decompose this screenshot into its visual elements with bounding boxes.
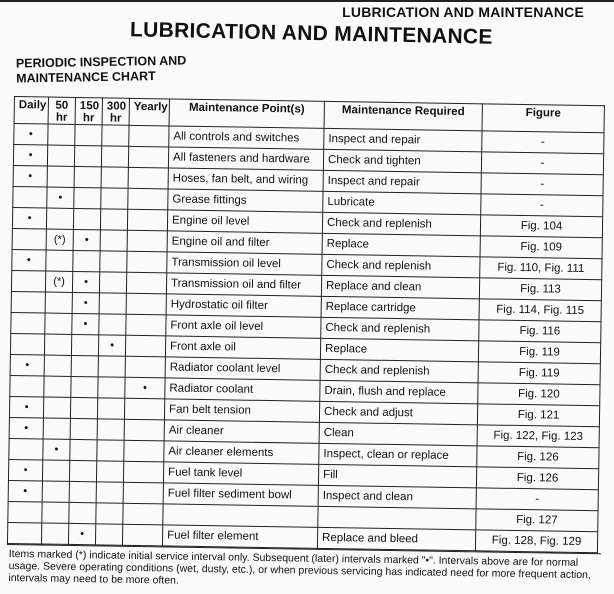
col-maintenance-required: Maintenance Required <box>324 101 482 130</box>
maintenance-point-cell: Fuel filter sediment bowl <box>163 483 318 506</box>
maintenance-point-cell: All fasteners and hardware <box>168 147 323 170</box>
page-title: LUBRICATION AND MAINTENANCE <box>129 18 493 49</box>
300hr-cell <box>95 524 122 545</box>
yearly-cell <box>127 251 167 273</box>
footnote: Items marked (*) indicate initial service interval only. Subsequent (later) intervals marked "•". Intervals above are for normal usage. Severe operating conditions (wet, dusty, etc.), or when previous servicing has indicated need for more frequent action, intervals may need to be more often. <box>6 544 601 593</box>
maintenance-point-cell: Air cleaner elements <box>164 441 319 464</box>
150hr-cell <box>75 124 102 145</box>
yearly-cell <box>126 272 166 294</box>
50hr-cell: • <box>47 187 74 208</box>
300hr-cell <box>100 209 127 230</box>
daily-cell <box>11 270 45 292</box>
150hr-cell: • <box>72 292 99 313</box>
150hr-cell <box>70 418 97 439</box>
figure-cell: Fig. 126 <box>476 467 598 490</box>
figure-cell: - <box>481 152 603 175</box>
maintenance-required-cell: Replace <box>320 338 478 361</box>
300hr-cell <box>101 146 128 167</box>
figure-cell: Fig. 121 <box>477 404 599 427</box>
daily-cell: • <box>9 417 43 439</box>
maintenance-required-cell: Inspect and repair <box>324 128 482 151</box>
300hr-cell <box>99 272 126 293</box>
300hr-cell <box>101 167 128 188</box>
yearly-cell <box>122 524 162 546</box>
yearly-cell <box>127 230 167 252</box>
maintenance-required-cell: Replace cartridge <box>321 296 479 319</box>
maintenance-required-cell: Check and adjust <box>319 401 477 424</box>
150hr-cell <box>71 376 98 397</box>
maintenance-required-cell <box>318 506 476 529</box>
50hr-cell <box>43 397 70 418</box>
figure-cell: Fig. 120 <box>478 383 600 406</box>
300hr-cell <box>99 293 126 314</box>
150hr-cell <box>73 250 100 271</box>
300hr-cell: • <box>98 335 125 356</box>
daily-cell: • <box>9 396 43 418</box>
maintenance-chart <box>6 96 604 593</box>
yearly-cell <box>124 419 164 441</box>
figure-cell: Fig. 128, Fig. 129 <box>475 530 597 553</box>
maintenance-table <box>7 96 605 553</box>
maintenance-point-cell: Front axle oil level <box>166 315 321 338</box>
150hr-cell: • <box>73 229 100 250</box>
daily-cell <box>8 501 42 523</box>
daily-cell <box>10 333 44 355</box>
150hr-cell: • <box>68 523 95 544</box>
maintenance-required-cell: Check and replenish <box>322 212 480 235</box>
300hr-cell <box>98 377 125 398</box>
table-body <box>7 124 604 553</box>
daily-cell <box>11 312 45 334</box>
150hr-cell <box>70 397 97 418</box>
maintenance-required-cell: Inspect and repair <box>323 170 481 193</box>
maintenance-point-cell: Transmission oil level <box>167 252 322 275</box>
running-head: LUBRICATION AND MAINTENANCE <box>342 4 584 20</box>
maintenance-point-cell <box>163 504 318 527</box>
maintenance-required-cell: Drain, flush and replace <box>320 380 478 403</box>
maintenance-required-cell: Check and replenish <box>321 317 479 340</box>
yearly-cell <box>129 125 169 147</box>
maintenance-point-cell: Radiator coolant level <box>165 357 320 380</box>
daily-cell: • <box>10 354 44 376</box>
yearly-cell <box>126 314 166 336</box>
maintenance-required-cell: Check and replenish <box>320 359 478 382</box>
maintenance-point-cell: Engine oil level <box>167 210 322 233</box>
50hr-cell <box>47 145 74 166</box>
figure-cell: Fig. 127 <box>476 509 598 532</box>
50hr-cell <box>44 355 71 376</box>
150hr-cell <box>71 355 98 376</box>
50hr-cell <box>44 334 71 355</box>
col-50hr: 50 hr <box>48 97 75 124</box>
header-rule <box>0 0 614 2</box>
daily-cell: • <box>12 207 46 229</box>
50hr-cell <box>41 523 68 544</box>
150hr-cell <box>69 481 96 502</box>
150hr-cell <box>71 334 98 355</box>
daily-cell <box>10 375 44 397</box>
maintenance-required-cell: Lubricate <box>323 191 481 214</box>
maintenance-required-cell: Check and replenish <box>322 254 480 277</box>
figure-cell: Fig. 114, Fig. 115 <box>479 299 601 322</box>
col-figure: Figure <box>482 104 604 133</box>
300hr-cell <box>97 398 124 419</box>
yearly-cell <box>123 482 163 504</box>
daily-cell <box>7 522 41 544</box>
figure-cell: - <box>482 131 604 154</box>
maintenance-point-cell: Engine oil and filter <box>167 231 322 254</box>
50hr-cell <box>42 502 69 523</box>
300hr-cell <box>98 356 125 377</box>
maintenance-point-cell: All controls and switches <box>169 126 324 149</box>
daily-cell <box>9 438 43 460</box>
150hr-cell: • <box>72 313 99 334</box>
yearly-cell <box>124 440 164 462</box>
figure-cell: Fig. 110, Fig. 111 <box>480 257 602 280</box>
chart-title-line-1: PERIODIC INSPECTION AND <box>15 53 187 71</box>
150hr-cell <box>70 439 97 460</box>
figure-cell: Fig. 104 <box>480 215 602 238</box>
150hr-cell <box>74 145 101 166</box>
150hr-cell <box>69 502 96 523</box>
50hr-cell <box>44 376 71 397</box>
yearly-cell <box>126 293 166 315</box>
maintenance-point-cell: Air cleaner <box>164 420 319 443</box>
maintenance-required-cell: Replace <box>322 233 480 256</box>
maintenance-point-cell: Fuel tank level <box>163 462 318 485</box>
50hr-cell <box>48 124 75 145</box>
figure-cell: Fig. 126 <box>477 446 599 469</box>
chart-title-line-2: MAINTENANCE CHART <box>16 69 156 86</box>
figure-cell: - <box>481 173 603 196</box>
figure-cell: Fig. 116 <box>479 320 601 343</box>
150hr-cell <box>73 208 100 229</box>
maintenance-point-cell: Hydrostatic oil filter <box>166 294 321 317</box>
figure-cell: - <box>476 488 598 511</box>
maintenance-required-cell: Fill <box>318 464 476 487</box>
daily-cell: • <box>8 480 42 502</box>
yearly-cell <box>123 503 163 525</box>
50hr-cell <box>47 166 74 187</box>
daily-cell: • <box>8 459 42 481</box>
150hr-cell <box>69 460 96 481</box>
col-150hr: 150 hr <box>75 97 102 124</box>
figure-cell: Fig. 109 <box>480 236 602 259</box>
50hr-cell: • <box>43 439 70 460</box>
maintenance-point-cell: Hoses, fan belt, and wiring <box>168 168 323 191</box>
maintenance-required-cell: Inspect, clean or replace <box>319 443 477 466</box>
maintenance-point-cell: Transmission oil and filter <box>166 273 321 296</box>
150hr-cell: • <box>72 271 99 292</box>
figure-cell: Fig. 113 <box>479 278 601 301</box>
50hr-cell <box>46 250 73 271</box>
150hr-cell <box>74 166 101 187</box>
50hr-cell <box>46 208 73 229</box>
50hr-cell <box>43 418 70 439</box>
maintenance-required-cell: Check and tighten <box>323 149 481 172</box>
50hr-cell <box>45 292 72 313</box>
300hr-cell <box>102 125 129 146</box>
300hr-cell <box>96 503 123 524</box>
daily-cell: • <box>14 124 48 146</box>
50hr-cell <box>45 313 72 334</box>
yearly-cell <box>124 398 164 420</box>
daily-cell <box>12 228 46 250</box>
yearly-cell <box>125 335 165 357</box>
daily-cell: • <box>13 165 47 187</box>
maintenance-point-cell: Grease fittings <box>168 189 323 212</box>
50hr-cell: (*) <box>45 271 72 292</box>
col-daily: Daily <box>14 97 48 125</box>
300hr-cell <box>97 419 124 440</box>
300hr-cell <box>97 440 124 461</box>
maintenance-required-cell: Inspect and clean <box>318 485 476 508</box>
figure-cell: - <box>481 194 603 217</box>
maintenance-point-cell: Fuel filter element <box>162 525 317 548</box>
figure-cell: Fig. 119 <box>478 341 600 364</box>
yearly-cell <box>123 461 163 483</box>
daily-cell <box>11 291 45 313</box>
yearly-cell <box>128 188 168 210</box>
figure-cell: Fig. 122, Fig. 123 <box>477 425 599 448</box>
daily-cell: • <box>13 145 47 167</box>
yearly-cell <box>127 209 167 231</box>
50hr-cell: (*) <box>46 229 73 250</box>
maintenance-point-cell: Radiator coolant <box>165 378 320 401</box>
col-yearly: Yearly <box>129 98 169 126</box>
maintenance-required-cell: Replace and bleed <box>317 527 475 550</box>
150hr-cell <box>74 187 101 208</box>
300hr-cell <box>100 230 127 251</box>
yearly-cell <box>128 167 168 189</box>
daily-cell: • <box>12 249 46 271</box>
yearly-cell <box>125 356 165 378</box>
300hr-cell <box>99 314 126 335</box>
yearly-cell: • <box>125 377 165 399</box>
daily-cell <box>13 186 47 208</box>
300hr-cell <box>101 188 128 209</box>
maintenance-required-cell: Replace and clean <box>321 275 479 298</box>
maintenance-required-cell: Clean <box>319 422 477 445</box>
50hr-cell <box>42 460 69 481</box>
yearly-cell <box>128 146 168 168</box>
300hr-cell <box>100 251 127 272</box>
300hr-cell <box>96 482 123 503</box>
figure-cell: Fig. 119 <box>478 362 600 385</box>
chart-title <box>16 54 187 87</box>
col-maintenance-point: Maintenance Point(s) <box>169 99 324 128</box>
50hr-cell <box>42 481 69 502</box>
maintenance-point-cell: Fan belt tension <box>164 399 319 422</box>
maintenance-point-cell: Front axle oil <box>165 336 320 359</box>
300hr-cell <box>96 461 123 482</box>
col-300hr: 300 hr <box>102 98 129 125</box>
